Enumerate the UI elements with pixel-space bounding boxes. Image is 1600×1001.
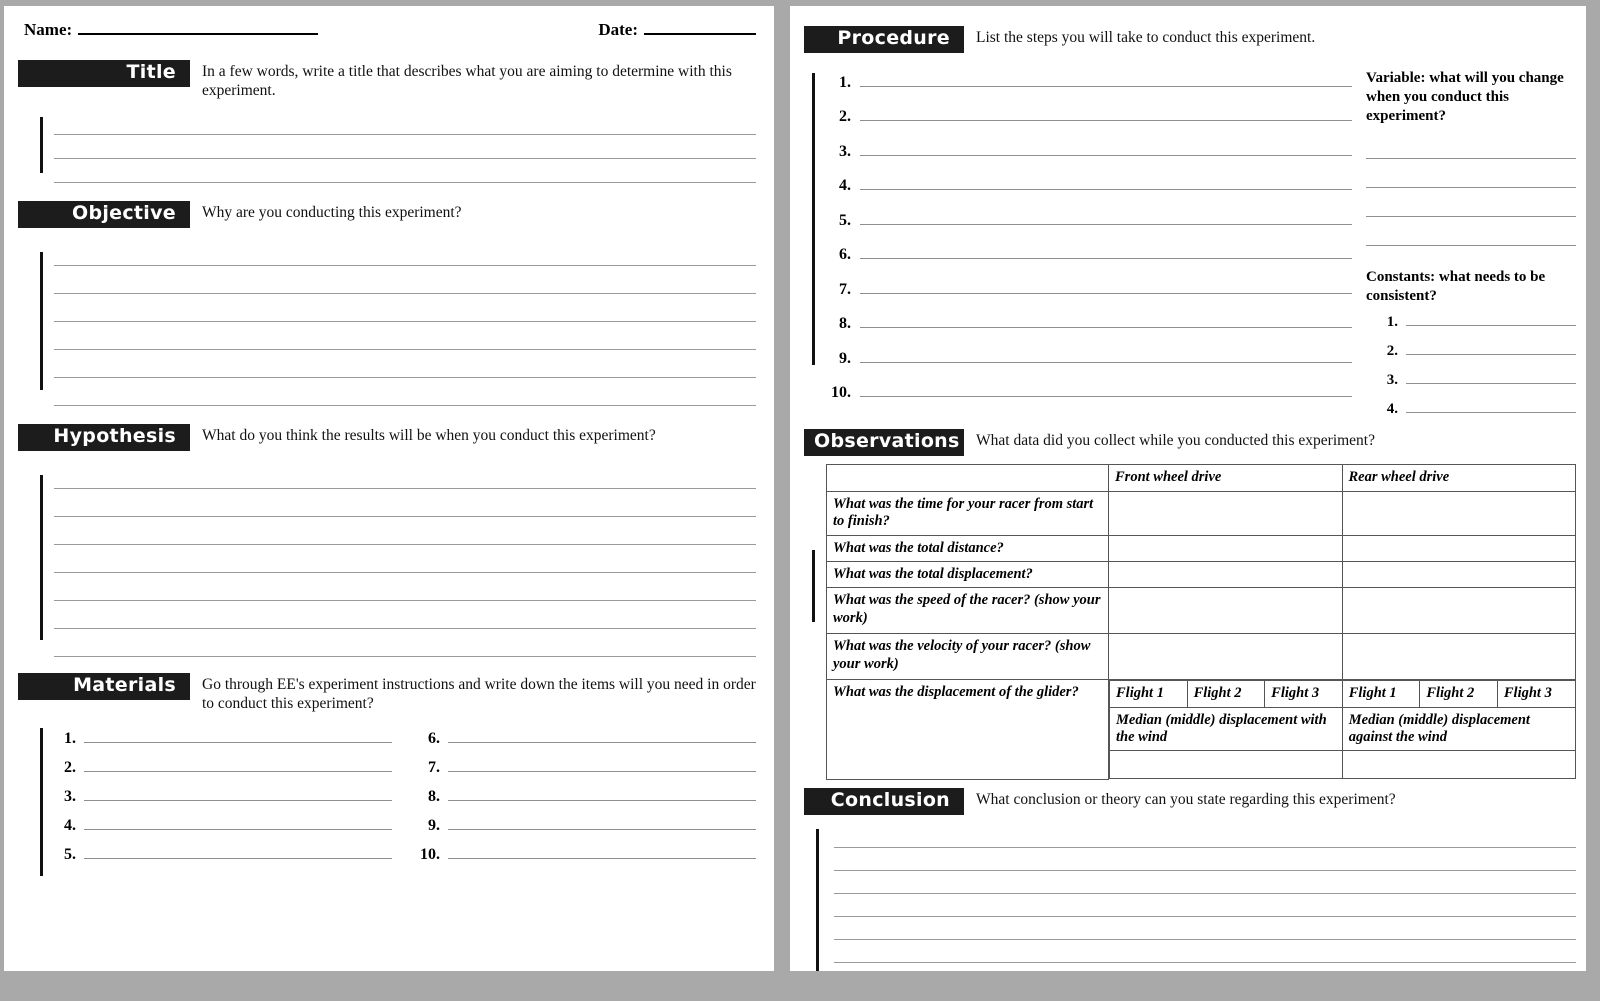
item-input[interactable] <box>860 101 1352 121</box>
item-number: 1. <box>1386 314 1398 331</box>
banner-objective: Objective <box>18 201 190 228</box>
write-line[interactable] <box>54 159 756 183</box>
list-item[interactable] <box>418 726 756 755</box>
banner-procedure: Procedure <box>804 26 964 53</box>
section-title-header <box>18 60 756 101</box>
write-line[interactable] <box>54 461 756 489</box>
materials-answer-area <box>18 726 756 871</box>
item-input[interactable] <box>448 842 756 859</box>
write-line[interactable] <box>834 917 1576 940</box>
answer-cell-rear[interactable] <box>1342 588 1576 634</box>
item-number: 2. <box>839 108 851 126</box>
write-line[interactable] <box>54 111 756 135</box>
list-item[interactable] <box>54 726 392 755</box>
item-input[interactable] <box>448 726 756 743</box>
section-hypothesis-header <box>18 424 756 451</box>
list-item[interactable] <box>826 170 1352 205</box>
glider-subtable-cell <box>1109 680 1576 780</box>
item-input[interactable] <box>860 170 1352 190</box>
accent-bar-objective <box>40 252 43 390</box>
banner-hypothesis: Hypothesis <box>18 424 190 451</box>
row-question: What was the speed of the racer? (show your work) <box>827 588 1109 634</box>
list-item[interactable] <box>54 755 392 784</box>
item-input[interactable] <box>84 726 392 743</box>
accent-bar-procedure <box>812 73 815 365</box>
list-item[interactable] <box>826 377 1352 412</box>
row-question: What was the total displacement? <box>827 561 1109 587</box>
write-line[interactable] <box>54 629 756 657</box>
answer-cell-front[interactable] <box>1109 561 1343 587</box>
answer-cell-rear[interactable] <box>1342 561 1576 587</box>
answer-cell-front[interactable] <box>1109 588 1343 634</box>
flight-label-front-1: Flight 1 <box>1110 681 1188 707</box>
section-observations-header <box>804 429 1576 456</box>
list-item[interactable] <box>418 784 756 813</box>
item-number: 9. <box>839 349 851 367</box>
section-conclusion-header <box>804 788 1576 815</box>
answer-cell-rear[interactable] <box>1342 491 1576 535</box>
write-line[interactable] <box>54 238 756 266</box>
flight-label-front-3: Flight 3 <box>1265 681 1343 707</box>
item-input[interactable] <box>860 239 1352 259</box>
accent-bar-observations <box>812 550 815 622</box>
item-input[interactable] <box>84 813 392 830</box>
item-number: 3. <box>64 787 76 805</box>
date-input[interactable] <box>644 21 756 35</box>
median-against-wind-answer[interactable] <box>1342 751 1575 779</box>
banner-title: Title <box>18 60 190 87</box>
item-number: 4. <box>1386 401 1398 418</box>
table-header-row <box>827 465 1576 491</box>
section-procedure-header <box>804 26 1576 53</box>
answer-cell-front[interactable] <box>1109 634 1343 680</box>
item-number: 9. <box>428 816 440 834</box>
write-line[interactable] <box>54 601 756 629</box>
item-input[interactable] <box>448 784 756 801</box>
prompt-procedure: List the steps you will take to conduct this experiment. <box>976 29 1316 46</box>
list-item[interactable] <box>826 343 1352 378</box>
item-number: 1. <box>64 729 76 747</box>
item-input[interactable] <box>84 784 392 801</box>
section-objective-header <box>18 201 756 228</box>
row-question: What was the total distance? <box>827 535 1109 561</box>
table-row <box>827 634 1576 680</box>
name-date-row <box>18 20 756 54</box>
prompt-conclusion: What conclusion or theory can you state regarding this experiment? <box>976 790 1396 808</box>
answer-cell-rear[interactable] <box>1342 535 1576 561</box>
write-line[interactable] <box>54 322 756 350</box>
header-rear-wheel-drive: Rear wheel drive <box>1342 465 1576 491</box>
item-input[interactable] <box>860 274 1352 294</box>
flight-label-rear-1: Flight 1 <box>1342 681 1420 707</box>
item-number: 7. <box>839 280 851 298</box>
median-answer-row <box>1110 751 1576 779</box>
list-item[interactable] <box>1366 367 1576 396</box>
variable-heading: Variable: what will you change when you conduct this experiment? <box>1366 69 1564 124</box>
accent-bar-materials <box>40 728 43 876</box>
item-number: 8. <box>428 787 440 805</box>
flight-label-row <box>1110 681 1576 707</box>
answer-cell-rear[interactable] <box>1342 634 1576 680</box>
procedure-steps <box>804 67 1352 425</box>
table-row <box>827 491 1576 535</box>
write-line[interactable] <box>834 894 1576 917</box>
worksheet-page-right <box>790 6 1586 971</box>
list-item[interactable] <box>826 136 1352 171</box>
list-item[interactable] <box>1366 309 1576 338</box>
write-line[interactable] <box>834 963 1576 971</box>
write-line[interactable] <box>54 517 756 545</box>
procedure-area <box>804 67 1576 425</box>
header-blank-cell <box>827 465 1109 491</box>
item-input[interactable] <box>1406 367 1576 384</box>
name-label: Name: <box>24 20 73 39</box>
write-line[interactable] <box>54 545 756 573</box>
banner-conclusion: Conclusion <box>804 788 964 815</box>
procedure-sidebar <box>1352 67 1576 425</box>
prompt-observations: What data did you collect while you conducted this experiment? <box>976 432 1375 450</box>
list-item[interactable] <box>418 755 756 784</box>
item-number: 10. <box>420 845 440 863</box>
hypothesis-answer-area[interactable] <box>18 461 756 657</box>
write-line[interactable] <box>834 825 1576 848</box>
list-item[interactable] <box>826 308 1352 343</box>
list-item[interactable] <box>826 274 1352 309</box>
write-line[interactable] <box>54 489 756 517</box>
item-number: 8. <box>839 315 851 333</box>
item-input[interactable] <box>860 343 1352 363</box>
item-number: 6. <box>428 729 440 747</box>
write-line[interactable] <box>54 378 756 406</box>
accent-bar-conclusion <box>816 829 819 971</box>
date-label: Date: <box>598 20 638 39</box>
list-item[interactable] <box>54 842 392 871</box>
banner-materials: Materials <box>18 673 190 700</box>
item-input[interactable] <box>860 308 1352 328</box>
accent-bar-title <box>40 117 43 173</box>
write-line[interactable] <box>834 940 1576 963</box>
item-number: 5. <box>839 211 851 229</box>
item-number: 6. <box>839 246 851 264</box>
item-input[interactable] <box>448 813 756 830</box>
median-label-row <box>1110 707 1576 751</box>
row-question: What was the time for your racer from start to finish? <box>827 491 1109 535</box>
table-row <box>827 535 1576 561</box>
list-item[interactable] <box>826 239 1352 274</box>
item-input[interactable] <box>860 136 1352 156</box>
write-line[interactable] <box>54 573 756 601</box>
header-front-wheel-drive: Front wheel drive <box>1109 465 1343 491</box>
accent-bar-hypothesis <box>40 475 43 640</box>
write-line[interactable] <box>54 266 756 294</box>
item-input[interactable] <box>860 67 1352 87</box>
list-item[interactable] <box>54 813 392 842</box>
item-number: 10. <box>831 384 851 402</box>
prompt-materials: Go through EE's experiment instructions and write down the items will you need in order to conduct this experiment? <box>202 675 756 712</box>
table-row <box>827 561 1576 587</box>
list-item[interactable] <box>1366 338 1576 367</box>
write-line[interactable] <box>54 135 756 159</box>
median-with-wind-answer[interactable] <box>1110 751 1343 779</box>
conclusion-answer-area[interactable] <box>804 825 1576 971</box>
observations-table <box>826 464 1576 780</box>
glider-flights-table <box>1109 680 1576 779</box>
variable-input[interactable] <box>1366 159 1576 188</box>
item-number: 1. <box>839 73 851 91</box>
item-number: 3. <box>839 142 851 160</box>
write-line[interactable] <box>834 848 1576 871</box>
item-input[interactable] <box>448 755 756 772</box>
prompt-hypothesis: What do you think the results will be when you conduct this experiment? <box>202 426 656 444</box>
answer-cell-front[interactable] <box>1109 491 1343 535</box>
item-input[interactable] <box>1406 338 1576 355</box>
row-question: What was the velocity of your racer? (show your work) <box>827 634 1109 680</box>
name-input[interactable] <box>78 21 318 35</box>
banner-observations: Observations <box>804 429 964 456</box>
flight-label-rear-2: Flight 2 <box>1420 681 1498 707</box>
median-with-wind-label: Median (middle) displacement with the wind <box>1110 707 1343 751</box>
constants-heading: Constants: what needs to be consistent? <box>1366 268 1546 304</box>
list-item[interactable] <box>418 813 756 842</box>
glider-question: What was the displacement of the glider? <box>827 680 1109 780</box>
observations-table-wrap <box>804 464 1576 780</box>
item-number: 4. <box>839 177 851 195</box>
title-answer-area[interactable] <box>18 111 756 183</box>
item-input[interactable] <box>84 842 392 859</box>
write-line[interactable] <box>54 294 756 322</box>
item-input[interactable] <box>860 377 1352 397</box>
item-input[interactable] <box>1406 309 1576 326</box>
flight-label-front-2: Flight 2 <box>1187 681 1265 707</box>
variable-input[interactable] <box>1366 188 1576 217</box>
answer-cell-front[interactable] <box>1109 535 1343 561</box>
objective-answer-area[interactable] <box>18 238 756 406</box>
item-input[interactable] <box>84 755 392 772</box>
list-item[interactable] <box>826 67 1352 102</box>
item-number: 2. <box>64 758 76 776</box>
table-row <box>827 588 1576 634</box>
list-item[interactable] <box>418 842 756 871</box>
write-line[interactable] <box>54 350 756 378</box>
materials-column-right <box>418 726 756 871</box>
section-materials-header <box>18 673 756 714</box>
flight-label-rear-3: Flight 3 <box>1497 681 1575 707</box>
item-number: 7. <box>428 758 440 776</box>
prompt-title: In a few words, write a title that describes what you are aiming to determine with this experiment. <box>202 63 732 99</box>
prompt-objective: Why are you conducting this experiment? <box>202 203 462 221</box>
write-line[interactable] <box>834 871 1576 894</box>
table-row-glider <box>827 680 1576 780</box>
item-number: 4. <box>64 816 76 834</box>
variable-input[interactable] <box>1366 130 1576 159</box>
materials-column-left <box>54 726 392 871</box>
list-item[interactable] <box>826 205 1352 240</box>
list-item[interactable] <box>54 784 392 813</box>
worksheet-page-left <box>4 6 774 971</box>
list-item[interactable] <box>1366 396 1576 425</box>
item-input[interactable] <box>1406 396 1576 413</box>
median-against-wind-label: Median (middle) displacement against the wind <box>1342 707 1575 751</box>
item-number: 5. <box>64 845 76 863</box>
item-number: 3. <box>1386 372 1398 389</box>
list-item[interactable] <box>826 101 1352 136</box>
item-number: 2. <box>1386 343 1398 360</box>
variable-input[interactable] <box>1366 217 1576 246</box>
item-input[interactable] <box>860 205 1352 225</box>
